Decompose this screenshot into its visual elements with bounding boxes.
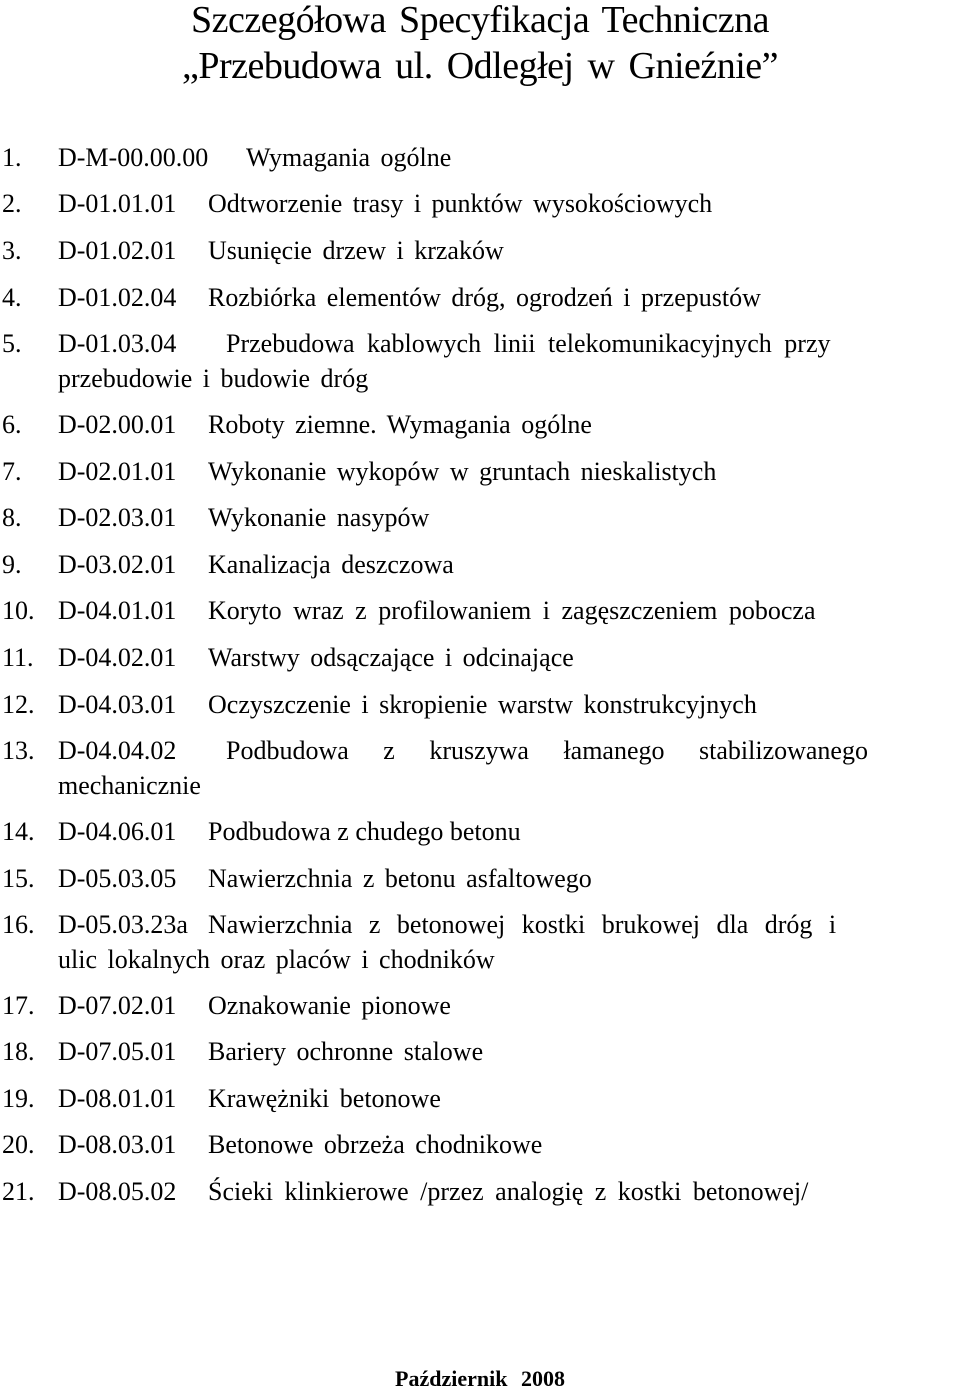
item-number: 5. — [2, 329, 22, 358]
item-number: 7. — [2, 457, 22, 486]
item-code: D-01.01.01 — [58, 189, 177, 218]
item-number: 20. — [2, 1130, 35, 1159]
item-number: 19. — [2, 1084, 35, 1113]
item-code: D-04.01.01 — [58, 596, 177, 625]
item-code: D-08.05.02 — [58, 1177, 177, 1206]
item-code: D-07.05.01 — [58, 1037, 177, 1066]
item-title: Rozbiórka elementów dróg, ogrodzeń i przepustów — [208, 283, 761, 312]
document-date: Październik 2008 — [395, 1366, 565, 1391]
item-number: 10. — [2, 596, 35, 625]
item-title: Wykonanie wykopów w gruntach nieskalistych — [208, 457, 717, 486]
item-code: D-04.04.02 — [58, 736, 177, 765]
item-number: 9. — [2, 550, 22, 579]
item-number: 14. — [2, 817, 35, 846]
item-code: D-08.03.01 — [58, 1130, 177, 1159]
item-title: Oznakowanie pionowe — [208, 991, 451, 1020]
item-code: D-08.01.01 — [58, 1084, 177, 1113]
item-number: 6. — [2, 410, 22, 439]
item-title-continued: ulic lokalnych oraz placów i chodników — [58, 945, 495, 974]
document-subtitle: „Przebudowa ul. Odległej w Gnieźnie” — [181, 45, 779, 87]
item-title: Warstwy odsączające i odcinające — [208, 643, 574, 672]
item-title: Wykonanie nasypów — [208, 503, 430, 532]
item-title-continued: mechanicznie — [58, 771, 201, 800]
item-title: Podbudowa z kruszywa łamanego stabilizowanego — [226, 736, 868, 765]
item-code: D-07.02.01 — [58, 991, 177, 1020]
item-number: 8. — [2, 503, 22, 532]
item-code: D-04.06.01 — [58, 817, 177, 846]
item-title: Koryto wraz z profilowaniem i zagęszczeniem pobocza — [208, 596, 816, 625]
item-number: 13. — [2, 736, 35, 765]
item-title: Roboty ziemne. Wymagania ogólne — [208, 410, 592, 439]
item-code: D-04.03.01 — [58, 690, 177, 719]
item-code: D-01.02.01 — [58, 236, 177, 265]
item-title: Odtworzenie trasy i punktów wysokościowych — [208, 189, 713, 218]
item-code: D-M-00.00.00 — [58, 143, 209, 172]
item-number: 3. — [2, 236, 22, 265]
item-number: 16. — [2, 910, 35, 939]
item-title: Nawierzchnia z betonu asfaltowego — [208, 864, 592, 893]
item-code: D-01.03.04 — [58, 329, 177, 358]
item-number: 4. — [2, 283, 22, 312]
item-number: 21. — [2, 1177, 35, 1206]
item-title: Usunięcie drzew i krzaków — [208, 236, 504, 265]
item-code: D-05.03.23a — [58, 910, 188, 939]
item-number: 1. — [2, 143, 22, 172]
item-code: D-02.03.01 — [58, 503, 177, 532]
item-number: 11. — [2, 643, 34, 672]
item-title: Wymagania ogólne — [246, 143, 452, 172]
item-code: D-04.02.01 — [58, 643, 177, 672]
item-code: D-01.02.04 — [58, 283, 177, 312]
item-title: Nawierzchnia z betonowej kostki brukowej dla dróg i — [208, 910, 837, 939]
item-title-continued: przebudowie i budowie dróg — [58, 364, 369, 393]
item-number: 18. — [2, 1037, 35, 1066]
item-number: 2. — [2, 189, 22, 218]
item-code: D-03.02.01 — [58, 550, 177, 579]
item-title: Podbudowa z chudego betonu — [208, 817, 521, 846]
item-code: D-05.03.05 — [58, 864, 177, 893]
item-number: 15. — [2, 864, 35, 893]
item-number: 17. — [2, 991, 35, 1020]
item-title: Krawężniki betonowe — [208, 1084, 441, 1113]
item-title: Oczyszczenie i skropienie warstw konstrukcyjnych — [208, 690, 757, 719]
item-title: Betonowe obrzeża chodnikowe — [208, 1130, 543, 1159]
document-title: Szczegółowa Specyfikacja Techniczna — [191, 0, 769, 41]
item-number: 12. — [2, 690, 35, 719]
item-title: Przebudowa kablowych linii telekomunikacyjnych przy — [226, 329, 831, 358]
item-title: Ścieki klinkierowe /przez analogię z kostki betonowej/ — [208, 1177, 809, 1206]
item-code: D-02.01.01 — [58, 457, 177, 486]
item-code: D-02.00.01 — [58, 410, 177, 439]
item-title: Bariery ochronne stalowe — [208, 1037, 484, 1066]
item-title: Kanalizacja deszczowa — [208, 550, 454, 579]
